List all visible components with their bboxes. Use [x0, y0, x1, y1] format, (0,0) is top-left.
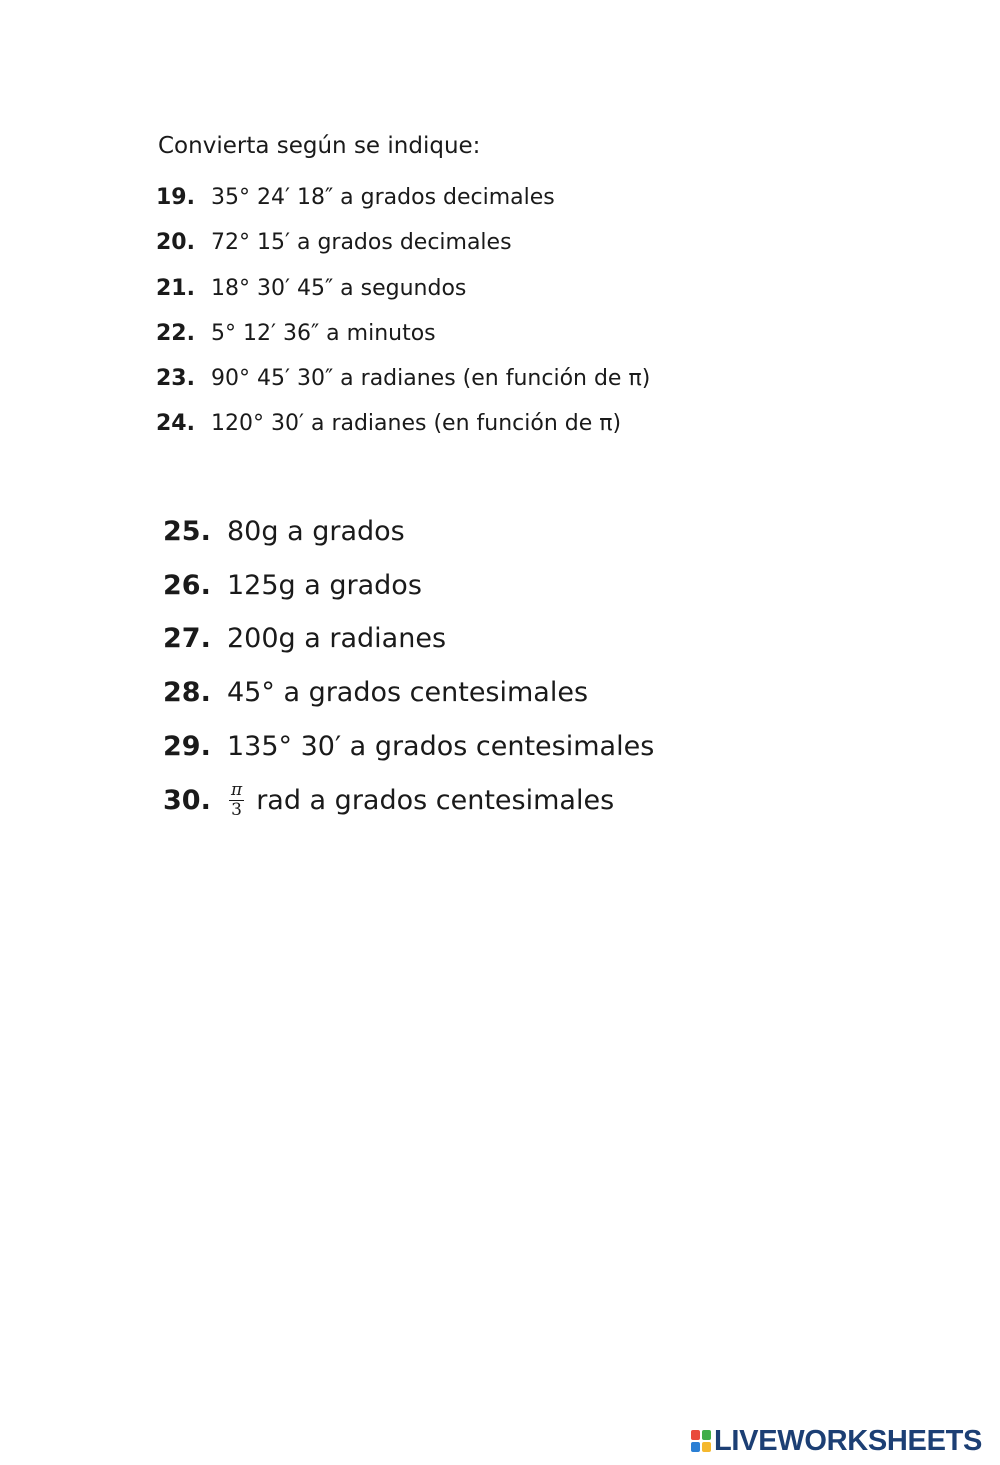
- logo-mark-icon: [691, 1430, 711, 1452]
- exercise-number: 30.: [163, 784, 211, 816]
- exercise-text: 200g a radianes: [227, 623, 447, 655]
- exercise-item-27: [163, 613, 654, 667]
- exercise-number: 22.: [156, 320, 195, 346]
- pi-over-three-fraction: [229, 782, 244, 819]
- exercise-item-20: [156, 226, 650, 271]
- fraction-denominator: 3: [231, 800, 242, 821]
- exercise-text: 125g a grados: [227, 569, 422, 601]
- exercise-list-centesimal: [163, 505, 654, 828]
- exercise-number: 19.: [156, 185, 195, 210]
- exercise-text: 45° a grados centesimales: [227, 677, 589, 709]
- exercise-number: 24.: [156, 411, 195, 437]
- fraction-numerator: π: [231, 780, 243, 801]
- exercise-item-22: [156, 317, 650, 362]
- exercise-number: 26.: [163, 569, 211, 601]
- exercise-text: 80g a grados: [227, 515, 405, 547]
- exercise-text: 90° 45′ 30″ a radianes (en función de π): [211, 366, 651, 392]
- exercise-text: 18° 30′ 45″ a segundos: [211, 275, 467, 301]
- exercise-list-degrees: [156, 181, 650, 453]
- exercise-item-26: [163, 559, 654, 613]
- exercise-item-19: [156, 181, 650, 226]
- instruction-text: Convierta según se indique:: [158, 133, 481, 159]
- exercise-number: 23.: [156, 366, 195, 392]
- exercise-item-28: [163, 666, 654, 720]
- exercise-number: 27.: [163, 623, 211, 655]
- exercise-text: 135° 30′ a grados centesimales: [227, 731, 655, 763]
- exercise-item-25: [163, 505, 654, 559]
- exercise-number: 25.: [163, 515, 211, 547]
- exercise-text: 72° 15′ a grados decimales: [211, 230, 512, 256]
- exercise-text: 5° 12′ 36″ a minutos: [211, 320, 436, 346]
- exercise-number: 29.: [163, 731, 211, 763]
- exercise-item-29: [163, 720, 654, 774]
- logo-square-blue: [691, 1442, 700, 1452]
- exercise-item-30: [163, 774, 654, 828]
- liveworksheets-logo: [691, 1424, 982, 1458]
- exercise-number: 28.: [163, 677, 211, 709]
- exercise-item-21: [156, 272, 650, 317]
- exercise-text: rad a grados centesimales: [256, 784, 615, 816]
- exercise-item-23: [156, 362, 650, 407]
- exercise-number: 20.: [156, 230, 195, 256]
- logo-square-yellow: [702, 1442, 711, 1452]
- exercise-text: 35° 24′ 18″ a grados decimales: [211, 185, 555, 210]
- exercise-text: 120° 30′ a radianes (en función de π): [211, 411, 622, 437]
- logo-square-red: [691, 1430, 700, 1440]
- logo-square-green: [702, 1430, 711, 1440]
- exercise-item-24: [156, 407, 650, 452]
- logo-wordmark: LIVEWORKSHEETS: [714, 1424, 983, 1457]
- exercise-number: 21.: [156, 275, 195, 301]
